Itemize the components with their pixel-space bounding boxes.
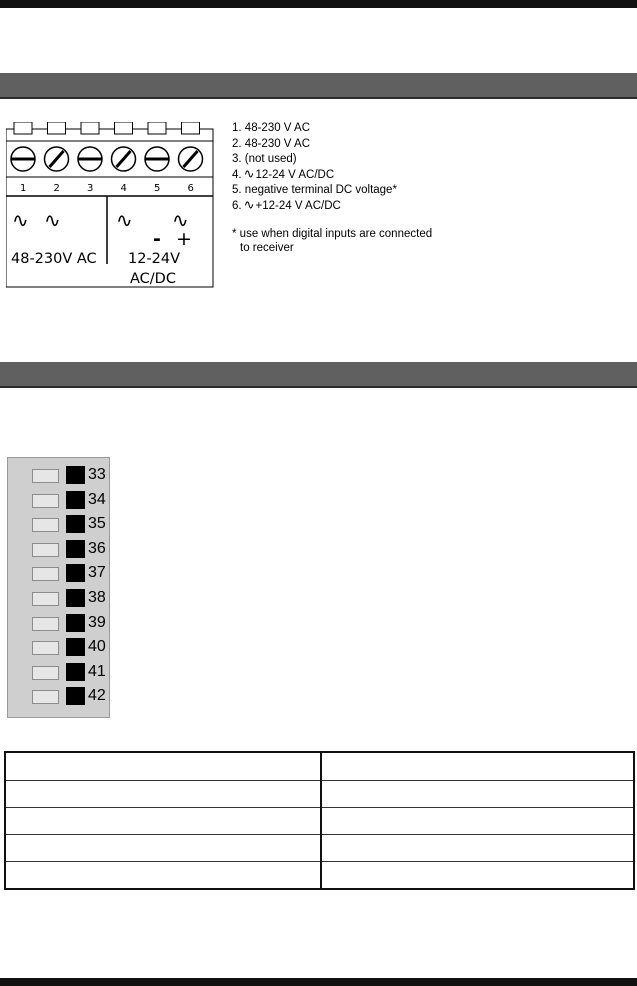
terminal-tab-1 [14,122,32,134]
terminal-number-5: 5 [154,183,161,194]
group-right-label-line1: 12-24V [128,251,181,267]
relay-terminal-38 [8,587,111,611]
relay-terminal-number: 39 [88,613,106,631]
wave-icon-4: ∿ [116,208,133,232]
relay-terminal-block [66,687,85,705]
table-cell [321,862,634,890]
relay-terminal-number: 42 [88,687,106,705]
relay-terminal-number: 40 [88,638,106,656]
relay-terminal-block [66,638,85,656]
relay-slot [32,469,59,483]
relay-terminal-number: 34 [88,490,106,508]
relay-slot [32,592,59,606]
legend-item-5: 5. negative terminal DC voltage* [232,184,397,197]
relay-slot [32,641,59,655]
relay-slot [32,518,59,532]
plus-sign: + [176,228,192,250]
relay-terminal-block [66,589,85,607]
relay-slot [32,690,59,704]
relay-terminal-number: 38 [88,589,106,606]
relay-terminal-33 [8,464,111,488]
relay-terminal-39 [8,612,111,636]
terminal-number-1: 1 [20,183,27,194]
relay-terminal-number: 41 [88,662,106,680]
terminal-tab-5 [148,122,166,134]
wave-icon: ∿ [243,196,255,212]
wave-icon-1: ∿ [12,208,29,232]
relay-terminal-number: 35 [88,515,106,533]
table-row [5,835,634,862]
relay-terminal-block [66,515,85,533]
terminal-legend [232,121,432,255]
relay-terminal-number: 33 [88,466,106,483]
table-row [5,752,634,781]
legend-item-2: 2. 48-230 V AC [232,137,311,150]
relay-terminal-block [66,564,85,582]
relay-slot [32,567,59,581]
terminal-tab-4 [115,122,133,134]
wave-icon-2: ∿ [44,208,61,232]
terminal-tab-3 [81,122,99,134]
table-row [5,862,634,890]
table-cell [5,781,321,808]
legend-item-1: 1. 48-230 V AC [232,122,311,134]
relay-terminal-block [66,663,85,681]
relay-terminal-strip [7,457,110,718]
legend-item-4: 4. ∿12-24 V AC/DC [232,165,335,181]
terminal-number-4: 4 [120,183,127,194]
terminal-tab-2 [48,122,66,134]
relay-terminal-37 [8,562,111,586]
legend-note-line2: to receiver [240,241,294,254]
table-cell [321,752,634,781]
section-header-relay [0,362,637,388]
wave-icon: ∿ [243,165,255,181]
relay-terminal-number: 37 [88,564,106,582]
table-row [5,808,634,835]
terminal-number-2: 2 [53,183,60,194]
table-cell [321,835,634,862]
minus-sign: - [153,228,161,250]
table-cell [321,808,634,835]
relay-terminal-number: 36 [88,539,106,557]
section-header-power [0,73,637,99]
legend-note-line1: * use when digital inputs are connected [232,227,433,240]
table-cell [5,862,321,890]
relay-terminal-35 [8,513,111,537]
terminal-number-3: 3 [87,183,94,194]
relay-terminal-41 [8,661,111,685]
legend-item-6: 6. ∿+12-24 V AC/DC [232,196,341,212]
table-row [5,781,634,808]
relay-terminal-block [66,491,85,509]
relay-terminal-34 [8,489,111,513]
power-terminal-svg [6,122,221,294]
legend-note [232,227,432,255]
relay-slot [32,666,59,680]
relay-slot [32,543,59,557]
wave-icon-6: ∿ [172,208,189,232]
group-right-label-line2: AC/DC [130,271,176,287]
terminal-tab-6 [182,122,200,134]
table-cell [321,781,634,808]
top-rule [0,0,637,8]
relay-terminal-42 [8,685,111,709]
group-left-label: 48-230V AC [11,251,97,267]
terminal-number-6: 6 [187,183,194,194]
relay-slot [32,617,59,631]
relay-slot [32,494,59,508]
table-cell [5,835,321,862]
table-cell [5,752,321,781]
legend-item-3: 3. (not used) [232,153,297,166]
relay-terminal-block [66,614,85,632]
relay-terminal-block [66,540,85,558]
bottom-rule [0,978,637,986]
relay-terminal-40 [8,636,111,660]
spec-table [4,751,635,890]
relay-terminal-block [66,466,85,484]
relay-terminal-36 [8,538,111,562]
power-terminal-diagram [6,122,221,294]
table-cell [5,808,321,835]
